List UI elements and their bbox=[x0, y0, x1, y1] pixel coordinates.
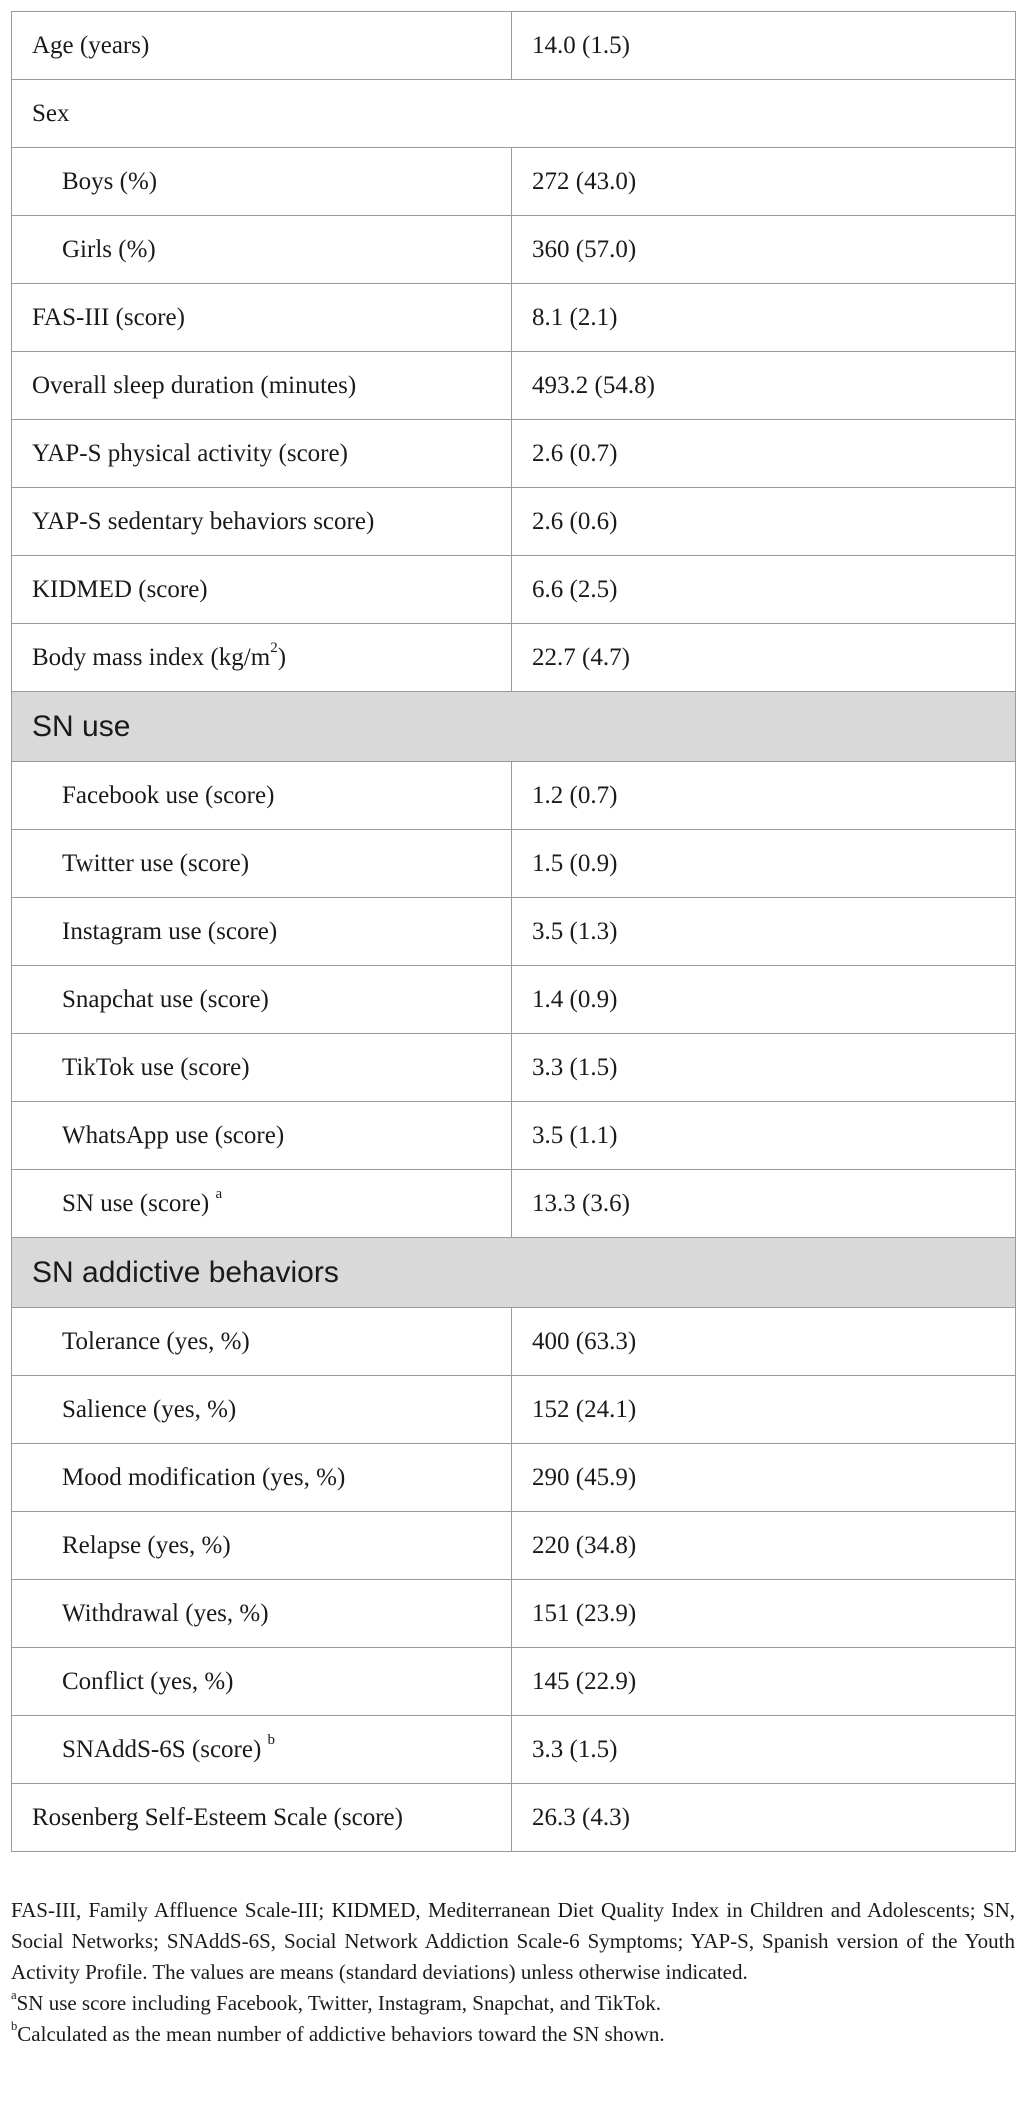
table-row bbox=[12, 1580, 1016, 1648]
row-label: Relapse (yes, %) bbox=[12, 1512, 512, 1580]
footnote-marker: b bbox=[11, 2019, 18, 2034]
row-label: FAS-III (score) bbox=[12, 284, 512, 352]
label-text: ) bbox=[277, 643, 287, 671]
table-row bbox=[12, 284, 1016, 352]
row-label: KIDMED (score) bbox=[12, 556, 512, 624]
row-value: 493.2 (54.8) bbox=[512, 352, 1016, 420]
row-label: Mood modification (yes, %) bbox=[12, 1444, 512, 1512]
row-label: Rosenberg Self-Esteem Scale (score) bbox=[12, 1784, 512, 1852]
table-row bbox=[12, 148, 1016, 216]
table-row bbox=[12, 966, 1016, 1034]
table-row bbox=[12, 1308, 1016, 1376]
table-row bbox=[12, 488, 1016, 556]
row-label: Girls (%) bbox=[12, 216, 512, 284]
row-value: 22.7 (4.7) bbox=[512, 624, 1016, 692]
row-value: 1.4 (0.9) bbox=[512, 966, 1016, 1034]
row-label: Overall sleep duration (minutes) bbox=[12, 352, 512, 420]
row-label: Withdrawal (yes, %) bbox=[12, 1580, 512, 1648]
footnote-marker: b bbox=[267, 1732, 276, 1749]
table-footnotes bbox=[11, 1895, 1015, 2050]
row-value: 360 (57.0) bbox=[512, 216, 1016, 284]
row-label: Twitter use (score) bbox=[12, 830, 512, 898]
row-label bbox=[12, 1716, 512, 1784]
row-value: 6.6 (2.5) bbox=[512, 556, 1016, 624]
superscript: 2 bbox=[270, 640, 278, 657]
table-row bbox=[12, 1512, 1016, 1580]
row-group-label: Sex bbox=[12, 80, 1016, 148]
row-label bbox=[12, 624, 512, 692]
footnote-marker: a bbox=[215, 1186, 223, 1203]
table-row bbox=[12, 1170, 1016, 1238]
row-label: Boys (%) bbox=[12, 148, 512, 216]
row-value: 151 (23.9) bbox=[512, 1580, 1016, 1648]
row-label: YAP-S physical activity (score) bbox=[12, 420, 512, 488]
row-value: 220 (34.8) bbox=[512, 1512, 1016, 1580]
table-row bbox=[12, 1376, 1016, 1444]
row-label: WhatsApp use (score) bbox=[12, 1102, 512, 1170]
section-header-sn-use: SN use bbox=[12, 692, 1016, 762]
label-text: SNAddS-6S (score) bbox=[62, 1735, 262, 1763]
section-header-sn-addictive-behaviors: SN addictive behaviors bbox=[12, 1238, 1016, 1308]
footnote-marker: a bbox=[11, 1988, 17, 2003]
descriptive-statistics-table bbox=[11, 11, 1015, 1852]
label-text: SN use (score) bbox=[62, 1189, 210, 1217]
row-label: Salience (yes, %) bbox=[12, 1376, 512, 1444]
row-label: Tolerance (yes, %) bbox=[12, 1308, 512, 1376]
table-row bbox=[12, 1716, 1016, 1784]
abbreviations-note: FAS-III, Family Affluence Scale-III; KIDMED, Mediterranean Diet Quality Index in Children and Adolescents; SN, Social Networks; SNAddS-6S, Social Network Addiction Scale-6 Symptoms; YAP-S, Spanish version of the Youth Activity Profile. The values are means (standard deviations) unless otherwise indicated. bbox=[11, 1898, 1015, 1984]
table-row bbox=[12, 352, 1016, 420]
table-row bbox=[12, 1784, 1016, 1852]
table-row bbox=[12, 420, 1016, 488]
row-label: YAP-S sedentary behaviors score) bbox=[12, 488, 512, 556]
row-label: Age (years) bbox=[12, 12, 512, 80]
row-value: 400 (63.3) bbox=[512, 1308, 1016, 1376]
row-value: 2.6 (0.6) bbox=[512, 488, 1016, 556]
table-row bbox=[12, 624, 1016, 692]
row-value: 8.1 (2.1) bbox=[512, 284, 1016, 352]
row-label: Conflict (yes, %) bbox=[12, 1648, 512, 1716]
row-label: Snapchat use (score) bbox=[12, 966, 512, 1034]
table-row bbox=[12, 12, 1016, 80]
table-row bbox=[12, 80, 1016, 148]
row-value: 26.3 (4.3) bbox=[512, 1784, 1016, 1852]
row-value: 3.5 (1.3) bbox=[512, 898, 1016, 966]
row-label: Facebook use (score) bbox=[12, 762, 512, 830]
label-text: Body mass index (kg/m bbox=[32, 643, 271, 671]
table-row bbox=[12, 1648, 1016, 1716]
row-label bbox=[12, 1170, 512, 1238]
row-label: Instagram use (score) bbox=[12, 898, 512, 966]
table-row bbox=[12, 762, 1016, 830]
table-row bbox=[12, 830, 1016, 898]
row-value: 145 (22.9) bbox=[512, 1648, 1016, 1716]
row-value: 14.0 (1.5) bbox=[512, 12, 1016, 80]
row-value: 152 (24.1) bbox=[512, 1376, 1016, 1444]
row-value: 1.2 (0.7) bbox=[512, 762, 1016, 830]
row-label: TikTok use (score) bbox=[12, 1034, 512, 1102]
table-row bbox=[12, 216, 1016, 284]
section-header-row bbox=[12, 1238, 1016, 1308]
table-row bbox=[12, 556, 1016, 624]
row-value: 1.5 (0.9) bbox=[512, 830, 1016, 898]
row-value: 3.3 (1.5) bbox=[512, 1716, 1016, 1784]
footnote-text: Calculated as the mean number of addictive behaviors toward the SN shown. bbox=[17, 2022, 665, 2046]
row-value: 3.3 (1.5) bbox=[512, 1034, 1016, 1102]
table-row bbox=[12, 1102, 1016, 1170]
row-value: 272 (43.0) bbox=[512, 148, 1016, 216]
row-value: 3.5 (1.1) bbox=[512, 1102, 1016, 1170]
footnote-text: SN use score including Facebook, Twitter, Instagram, Snapchat, and TikTok. bbox=[16, 1991, 662, 2015]
footnote-a bbox=[11, 1988, 1015, 2019]
row-value: 13.3 (3.6) bbox=[512, 1170, 1016, 1238]
footnote-b bbox=[11, 2019, 1015, 2050]
table-row bbox=[12, 1444, 1016, 1512]
table-row bbox=[12, 1034, 1016, 1102]
table-row bbox=[12, 898, 1016, 966]
row-value: 2.6 (0.7) bbox=[512, 420, 1016, 488]
section-header-row bbox=[12, 692, 1016, 762]
row-value: 290 (45.9) bbox=[512, 1444, 1016, 1512]
